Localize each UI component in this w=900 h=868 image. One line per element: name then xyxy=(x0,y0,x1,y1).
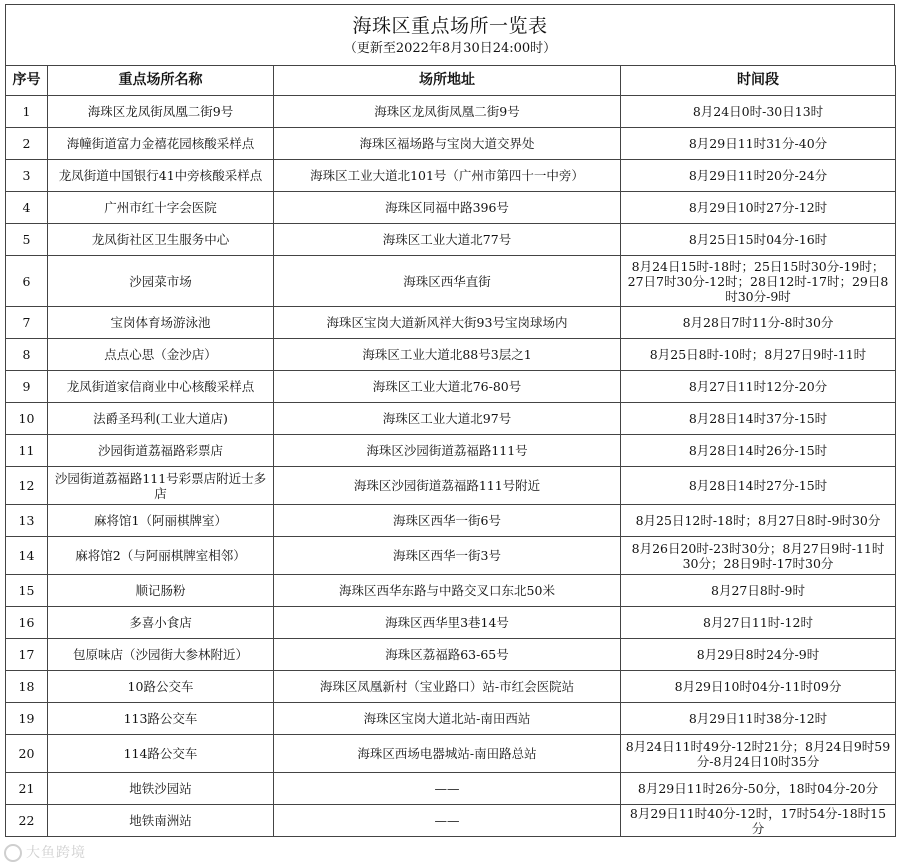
cell-index: 18 xyxy=(6,671,48,703)
cell-time: 8月29日11时20分-24分 xyxy=(621,160,896,192)
cell-time: 8月26日20时-23时30分；8月27日9时-11时30分；28日9时-17时30分 xyxy=(621,537,896,575)
cell-place-name: 海珠区龙凤街凤凰二街9号 xyxy=(48,96,274,128)
table-row xyxy=(6,256,896,307)
cell-place-name: 地铁沙园站 xyxy=(48,773,274,805)
watermark-text: 大鱼跨境 xyxy=(26,845,86,861)
cell-index: 7 xyxy=(6,307,48,339)
cell-index: 11 xyxy=(6,435,48,467)
table-row xyxy=(6,192,896,224)
cell-index: 21 xyxy=(6,773,48,805)
header-address: 场所地址 xyxy=(274,66,621,96)
cell-index: 6 xyxy=(6,256,48,307)
cell-place-name: 沙园街道荔福路111号彩票店附近士多店 xyxy=(48,467,274,505)
cell-time: 8月29日10时04分-11时09分 xyxy=(621,671,896,703)
title-box xyxy=(5,4,895,65)
cell-index: 1 xyxy=(6,96,48,128)
cell-index: 5 xyxy=(6,224,48,256)
table-sheet xyxy=(5,4,895,866)
cell-place-name: 宝岗体育场游泳池 xyxy=(48,307,274,339)
cell-time: 8月28日7时11分-8时30分 xyxy=(621,307,896,339)
cell-time: 8月25日12时-18时；8月27日8时-9时30分 xyxy=(621,505,896,537)
cell-address: 海珠区工业大道北88号3层之1 xyxy=(274,339,621,371)
cell-address: 海珠区宝岗大道新风祥大街93号宝岗球场内 xyxy=(274,307,621,339)
cell-index: 9 xyxy=(6,371,48,403)
cell-time: 8月29日10时27分-12时 xyxy=(621,192,896,224)
cell-index: 19 xyxy=(6,703,48,735)
cell-address: 海珠区工业大道北77号 xyxy=(274,224,621,256)
cell-place-name: 113路公交车 xyxy=(48,703,274,735)
cell-index: 13 xyxy=(6,505,48,537)
table-row xyxy=(6,403,896,435)
cell-time: 8月27日11时-12时 xyxy=(621,607,896,639)
cell-index: 12 xyxy=(6,467,48,505)
cell-time: 8月24日15时-18时；25日15时30分-19时；27日7时30分-12时；28日12时-17时；29日8时30分-9时 xyxy=(621,256,896,307)
cell-place-name: 龙凤街社区卫生服务中心 xyxy=(48,224,274,256)
table-row xyxy=(6,735,896,773)
cell-time: 8月27日8时-9时 xyxy=(621,575,896,607)
cell-address: 海珠区龙凤街凤凰二街9号 xyxy=(274,96,621,128)
cell-place-name: 沙园菜市场 xyxy=(48,256,274,307)
cell-address: 海珠区工业大道北97号 xyxy=(274,403,621,435)
cell-place-name: 多喜小食店 xyxy=(48,607,274,639)
cell-place-name: 海幢街道富力金禧花园核酸采样点 xyxy=(48,128,274,160)
cell-index: 8 xyxy=(6,339,48,371)
cell-place-name: 地铁南洲站 xyxy=(48,805,274,837)
cell-index: 22 xyxy=(6,805,48,837)
cell-address: 海珠区西华直街 xyxy=(274,256,621,307)
cell-time: 8月28日14时37分-15时 xyxy=(621,403,896,435)
cell-time: 8月29日8时24分-9时 xyxy=(621,639,896,671)
header-row xyxy=(6,66,896,96)
cell-place-name: 包原味店（沙园街大参林附近） xyxy=(48,639,274,671)
cell-time: 8月28日14时26分-15时 xyxy=(621,435,896,467)
cell-index: 2 xyxy=(6,128,48,160)
cell-time: 8月29日11时38分-12时 xyxy=(621,703,896,735)
header-time: 时间段 xyxy=(621,66,896,96)
page-title: 海珠区重点场所一览表 xyxy=(352,15,548,37)
cell-index: 14 xyxy=(6,537,48,575)
cell-index: 4 xyxy=(6,192,48,224)
cell-place-name: 法爵圣玛利(工业大道店) xyxy=(48,403,274,435)
table-row xyxy=(6,639,896,671)
cell-place-name: 顺记肠粉 xyxy=(48,575,274,607)
cell-index: 3 xyxy=(6,160,48,192)
cell-time: 8月27日11时12分-20分 xyxy=(621,371,896,403)
cell-place-name: 麻将馆2（与阿丽棋牌室相邻） xyxy=(48,537,274,575)
table-row xyxy=(6,307,896,339)
cell-time: 8月24日0时-30日13时 xyxy=(621,96,896,128)
page-subtitle: （更新至2022年8月30日24:00时） xyxy=(343,41,557,56)
cell-address: 海珠区西华一街6号 xyxy=(274,505,621,537)
cell-place-name: 广州市红十字会医院 xyxy=(48,192,274,224)
cell-address: 海珠区西华里3巷14号 xyxy=(274,607,621,639)
table-row xyxy=(6,607,896,639)
cell-time: 8月25日15时04分-16时 xyxy=(621,224,896,256)
cell-address: 海珠区工业大道北76-80号 xyxy=(274,371,621,403)
cell-place-name: 沙园街道荔福路彩票店 xyxy=(48,435,274,467)
header-place-name: 重点场所名称 xyxy=(48,66,274,96)
cell-place-name: 麻将馆1（阿丽棋牌室） xyxy=(48,505,274,537)
table-row xyxy=(6,224,896,256)
table-row xyxy=(6,96,896,128)
table-row xyxy=(6,805,896,837)
table-row xyxy=(6,339,896,371)
cell-address: —— xyxy=(274,773,621,805)
cell-address: 海珠区西华东路与中路交叉口东北50米 xyxy=(274,575,621,607)
table-row xyxy=(6,160,896,192)
cell-index: 16 xyxy=(6,607,48,639)
cell-address: 海珠区沙园街道荔福路111号附近 xyxy=(274,467,621,505)
cell-place-name: 114路公交车 xyxy=(48,735,274,773)
watermark xyxy=(4,842,86,862)
cell-address: 海珠区西场电器城站-南田路总站 xyxy=(274,735,621,773)
cell-address: 海珠区宝岗大道北站-南田西站 xyxy=(274,703,621,735)
table-row xyxy=(6,671,896,703)
cell-time: 8月29日11时31分-40分 xyxy=(621,128,896,160)
cell-time: 8月28日14时27分-15时 xyxy=(621,467,896,505)
table-row xyxy=(6,575,896,607)
cell-index: 20 xyxy=(6,735,48,773)
table-row xyxy=(6,703,896,735)
cell-time: 8月24日11时49分-12时21分；8月24日9时59分-8月24日10时35分 xyxy=(621,735,896,773)
table-row xyxy=(6,537,896,575)
places-table xyxy=(5,65,896,837)
watermark-logo-icon xyxy=(4,844,22,862)
cell-index: 17 xyxy=(6,639,48,671)
table-row xyxy=(6,467,896,505)
cell-time: 8月29日11时40分-12时，17时54分-18时15分 xyxy=(621,805,896,837)
cell-address: 海珠区沙园街道荔福路111号 xyxy=(274,435,621,467)
cell-time: 8月25日8时-10时；8月27日9时-11时 xyxy=(621,339,896,371)
cell-address: —— xyxy=(274,805,621,837)
cell-address: 海珠区福场路与宝岗大道交界处 xyxy=(274,128,621,160)
cell-place-name: 点点心思（金沙店） xyxy=(48,339,274,371)
cell-address: 海珠区工业大道北101号（广州市第四十一中旁） xyxy=(274,160,621,192)
cell-index: 15 xyxy=(6,575,48,607)
cell-address: 海珠区西华一街3号 xyxy=(274,537,621,575)
cell-address: 海珠区荔福路63-65号 xyxy=(274,639,621,671)
table-row xyxy=(6,371,896,403)
table-row xyxy=(6,435,896,467)
cell-address: 海珠区凤凰新村（宝业路口）站-市红会医院站 xyxy=(274,671,621,703)
table-row xyxy=(6,505,896,537)
header-index: 序号 xyxy=(6,66,48,96)
table-row xyxy=(6,128,896,160)
cell-time: 8月29日11时26分-50分，18时04分-20分 xyxy=(621,773,896,805)
cell-address: 海珠区同福中路396号 xyxy=(274,192,621,224)
table-body xyxy=(6,96,896,837)
cell-place-name: 龙凤街道家信商业中心核酸采样点 xyxy=(48,371,274,403)
cell-place-name: 龙凤街道中国银行41中旁核酸采样点 xyxy=(48,160,274,192)
cell-index: 10 xyxy=(6,403,48,435)
table-row xyxy=(6,773,896,805)
cell-place-name: 10路公交车 xyxy=(48,671,274,703)
